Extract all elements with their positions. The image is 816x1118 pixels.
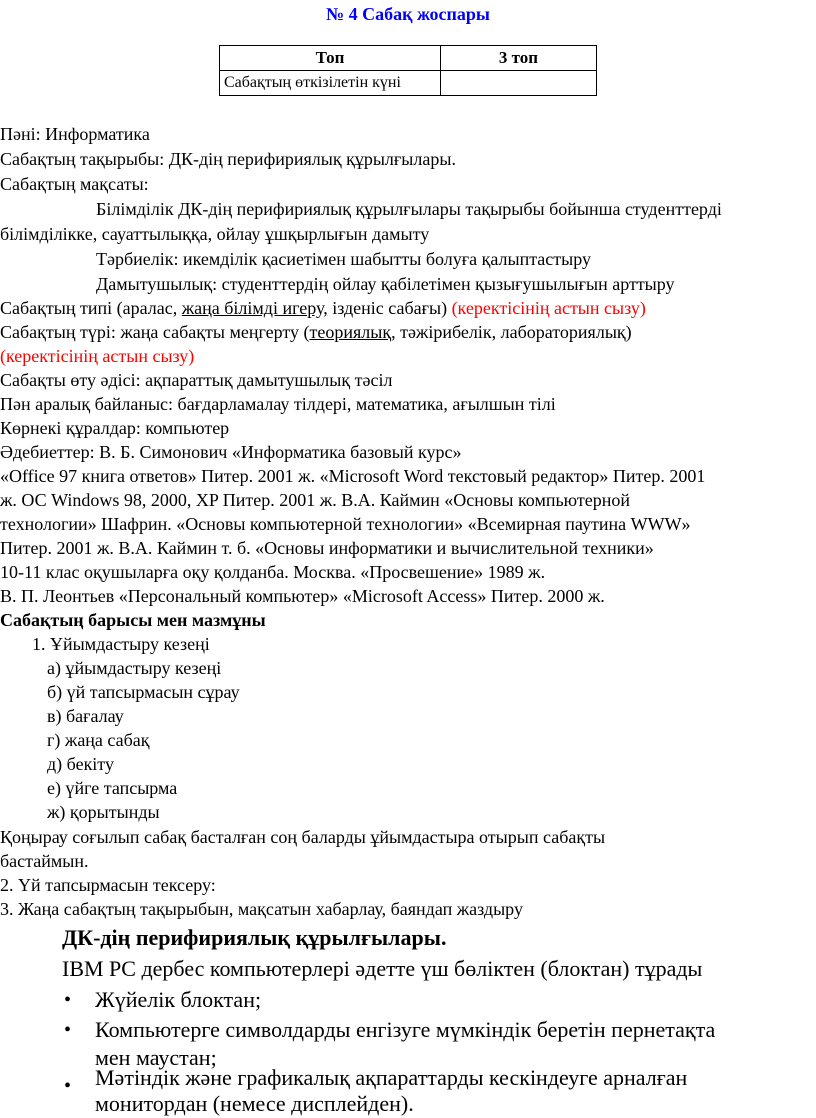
bell-line-2: бастаймын. xyxy=(0,851,89,871)
goal-development-line: Дамытушылық: студенттердің ойлау қабілетімен қызығушылығын арттыру xyxy=(96,274,675,294)
bullet-item-3-line-2: монитордан (немесе дисплейден). xyxy=(95,1091,414,1116)
lesson-type-note: (керектісінің астын сызу) xyxy=(451,298,646,318)
lesson-type-text: Сабақтың типі (аралас, xyxy=(0,298,182,318)
group-table-header-2: 3 топ xyxy=(441,46,597,71)
bullet-icon: • xyxy=(64,1019,72,1041)
lesson-kind-underlined: теориялық xyxy=(309,322,392,342)
lesson-type-line xyxy=(0,296,646,320)
group-table-header-1: Топ xyxy=(220,46,441,71)
links-line: Пән аралық байланыс: бағдарламалау тілдері, математика, ағылшын тілі xyxy=(0,394,556,414)
literature-line-3: ж. ОС Windows 98, 2000, XP Питер. 2001 ж. В.А. Каймин «Основы компьютерной xyxy=(0,490,631,510)
step-3-line: 3. Жаңа сабақтың тақырыбын, мақсатын хабарлау, баяндап жаздыру xyxy=(0,899,523,919)
step-item: г) жаңа сабақ xyxy=(47,730,150,750)
literature-line-4: технологии» Шафрин. «Основы компьютерной технологии» «Всемирная паутина WWW» xyxy=(0,514,691,534)
topic-line: Сабақтың тақырыбы: ДК-дің перифириялық құрылғылары. xyxy=(0,149,456,169)
step-item: е) үйге тапсырма xyxy=(47,778,178,798)
visual-aids-line: Көрнекі құралдар: компьютер xyxy=(0,418,230,438)
lesson-type-underlined: жаңа білімді игеру, xyxy=(181,298,328,318)
step-1-line: 1. Ұйымдастыру кезеңі xyxy=(32,634,210,654)
lesson-date-label: Сабақтың өткізілетін күні xyxy=(220,71,441,96)
step-item: ж) қорытынды xyxy=(47,802,160,822)
step-2-line: 2. Үй тапсырмасын тексеру: xyxy=(0,875,216,895)
bullet-item-2-line-2: мен маустан; xyxy=(95,1045,217,1070)
literature-line-2: «Office 97 книга ответов» Питер. 2001 ж. «Microsoft Word текстовый редактор» Питер. 2001 xyxy=(0,466,706,486)
content-intro: IBM PC дербес компьютерлері әдетте үш бөліктен (блоктан) тұрады xyxy=(62,956,703,981)
bullet-item-3-line-1: Мәтіндік және графикалық ақпараттарды кескіндеуге арналған xyxy=(95,1065,688,1090)
bullet-icon: • xyxy=(64,1075,72,1097)
step-item: в) бағалау xyxy=(47,706,124,726)
bell-line-1: Қоңырау соғылып сабақ басталған соң баларды ұйымдастыра отырып сабақты xyxy=(0,827,606,847)
literature-line-5: Питер. 2001 ж. В.А. Каймин т. б. «Основы информатики и вычислительной техники» xyxy=(0,538,654,558)
step-item: б) үй тапсырмасын сұрау xyxy=(47,682,240,702)
lesson-date-value xyxy=(441,71,597,96)
goal-moral-line: Тәрбиелік: икемділік қасиетімен шабытты болуға қалыптастыру xyxy=(96,249,592,269)
content-heading: ДК-дің перифириялық құрылғылары. xyxy=(62,925,447,950)
goal-education-line-2: білімділікке, сауаттылыққа, ойлау ұшқырлығын дамыту xyxy=(0,224,430,244)
bullet-icon: • xyxy=(64,989,72,1011)
lesson-kind-text-2: , тәжірибелік, лабораториялық) xyxy=(391,322,632,342)
goal-education-line-1: Білімділік ДК-дің перифириялық құрылғылары тақырыбы бойынша студенттерді xyxy=(96,199,722,219)
method-line: Сабақты өту әдісі: ақпараттық дамытушылық тәсіл xyxy=(0,370,393,390)
bullet-item-1: Жүйелік блоктан; xyxy=(95,987,262,1012)
goals-line: Сабақтың мақсаты: xyxy=(0,174,149,194)
lesson-kind-note: (керектісінің астын сызу) xyxy=(0,346,195,366)
subject-line: Пәні: Информатика xyxy=(0,124,150,144)
group-table xyxy=(219,45,597,96)
bullet-item-2-line-1: Компьютерге символдарды енгізуге мүмкіндік беретін пернетақта xyxy=(95,1017,716,1042)
step-item: д) бекіту xyxy=(47,754,114,774)
lesson-kind-line xyxy=(0,320,632,344)
literature-line-6: 10-11 клас оқушыларға оқу қолданба. Москва. «Просвешение» 1989 ж. xyxy=(0,562,546,582)
lesson-type-text-2: ізденіс сабағы) xyxy=(327,298,452,318)
lesson-kind-text: Сабақтың түрі: жаңа сабақты меңгерту ( xyxy=(0,322,310,342)
page-title: № 4 Сабақ жоспары xyxy=(326,4,490,24)
literature-line-7: В. П. Леонтьев «Персональный компьютер» «Microsoft Access» Питер. 2000 ж. xyxy=(0,586,605,606)
literature-line-1: Әдебиеттер: В. Б. Симонович «Информатика базовый курс» xyxy=(0,442,462,462)
progress-heading: Сабақтың барысы мен мазмұны xyxy=(0,610,266,630)
step-item: а) ұйымдастыру кезеңі xyxy=(47,658,222,678)
